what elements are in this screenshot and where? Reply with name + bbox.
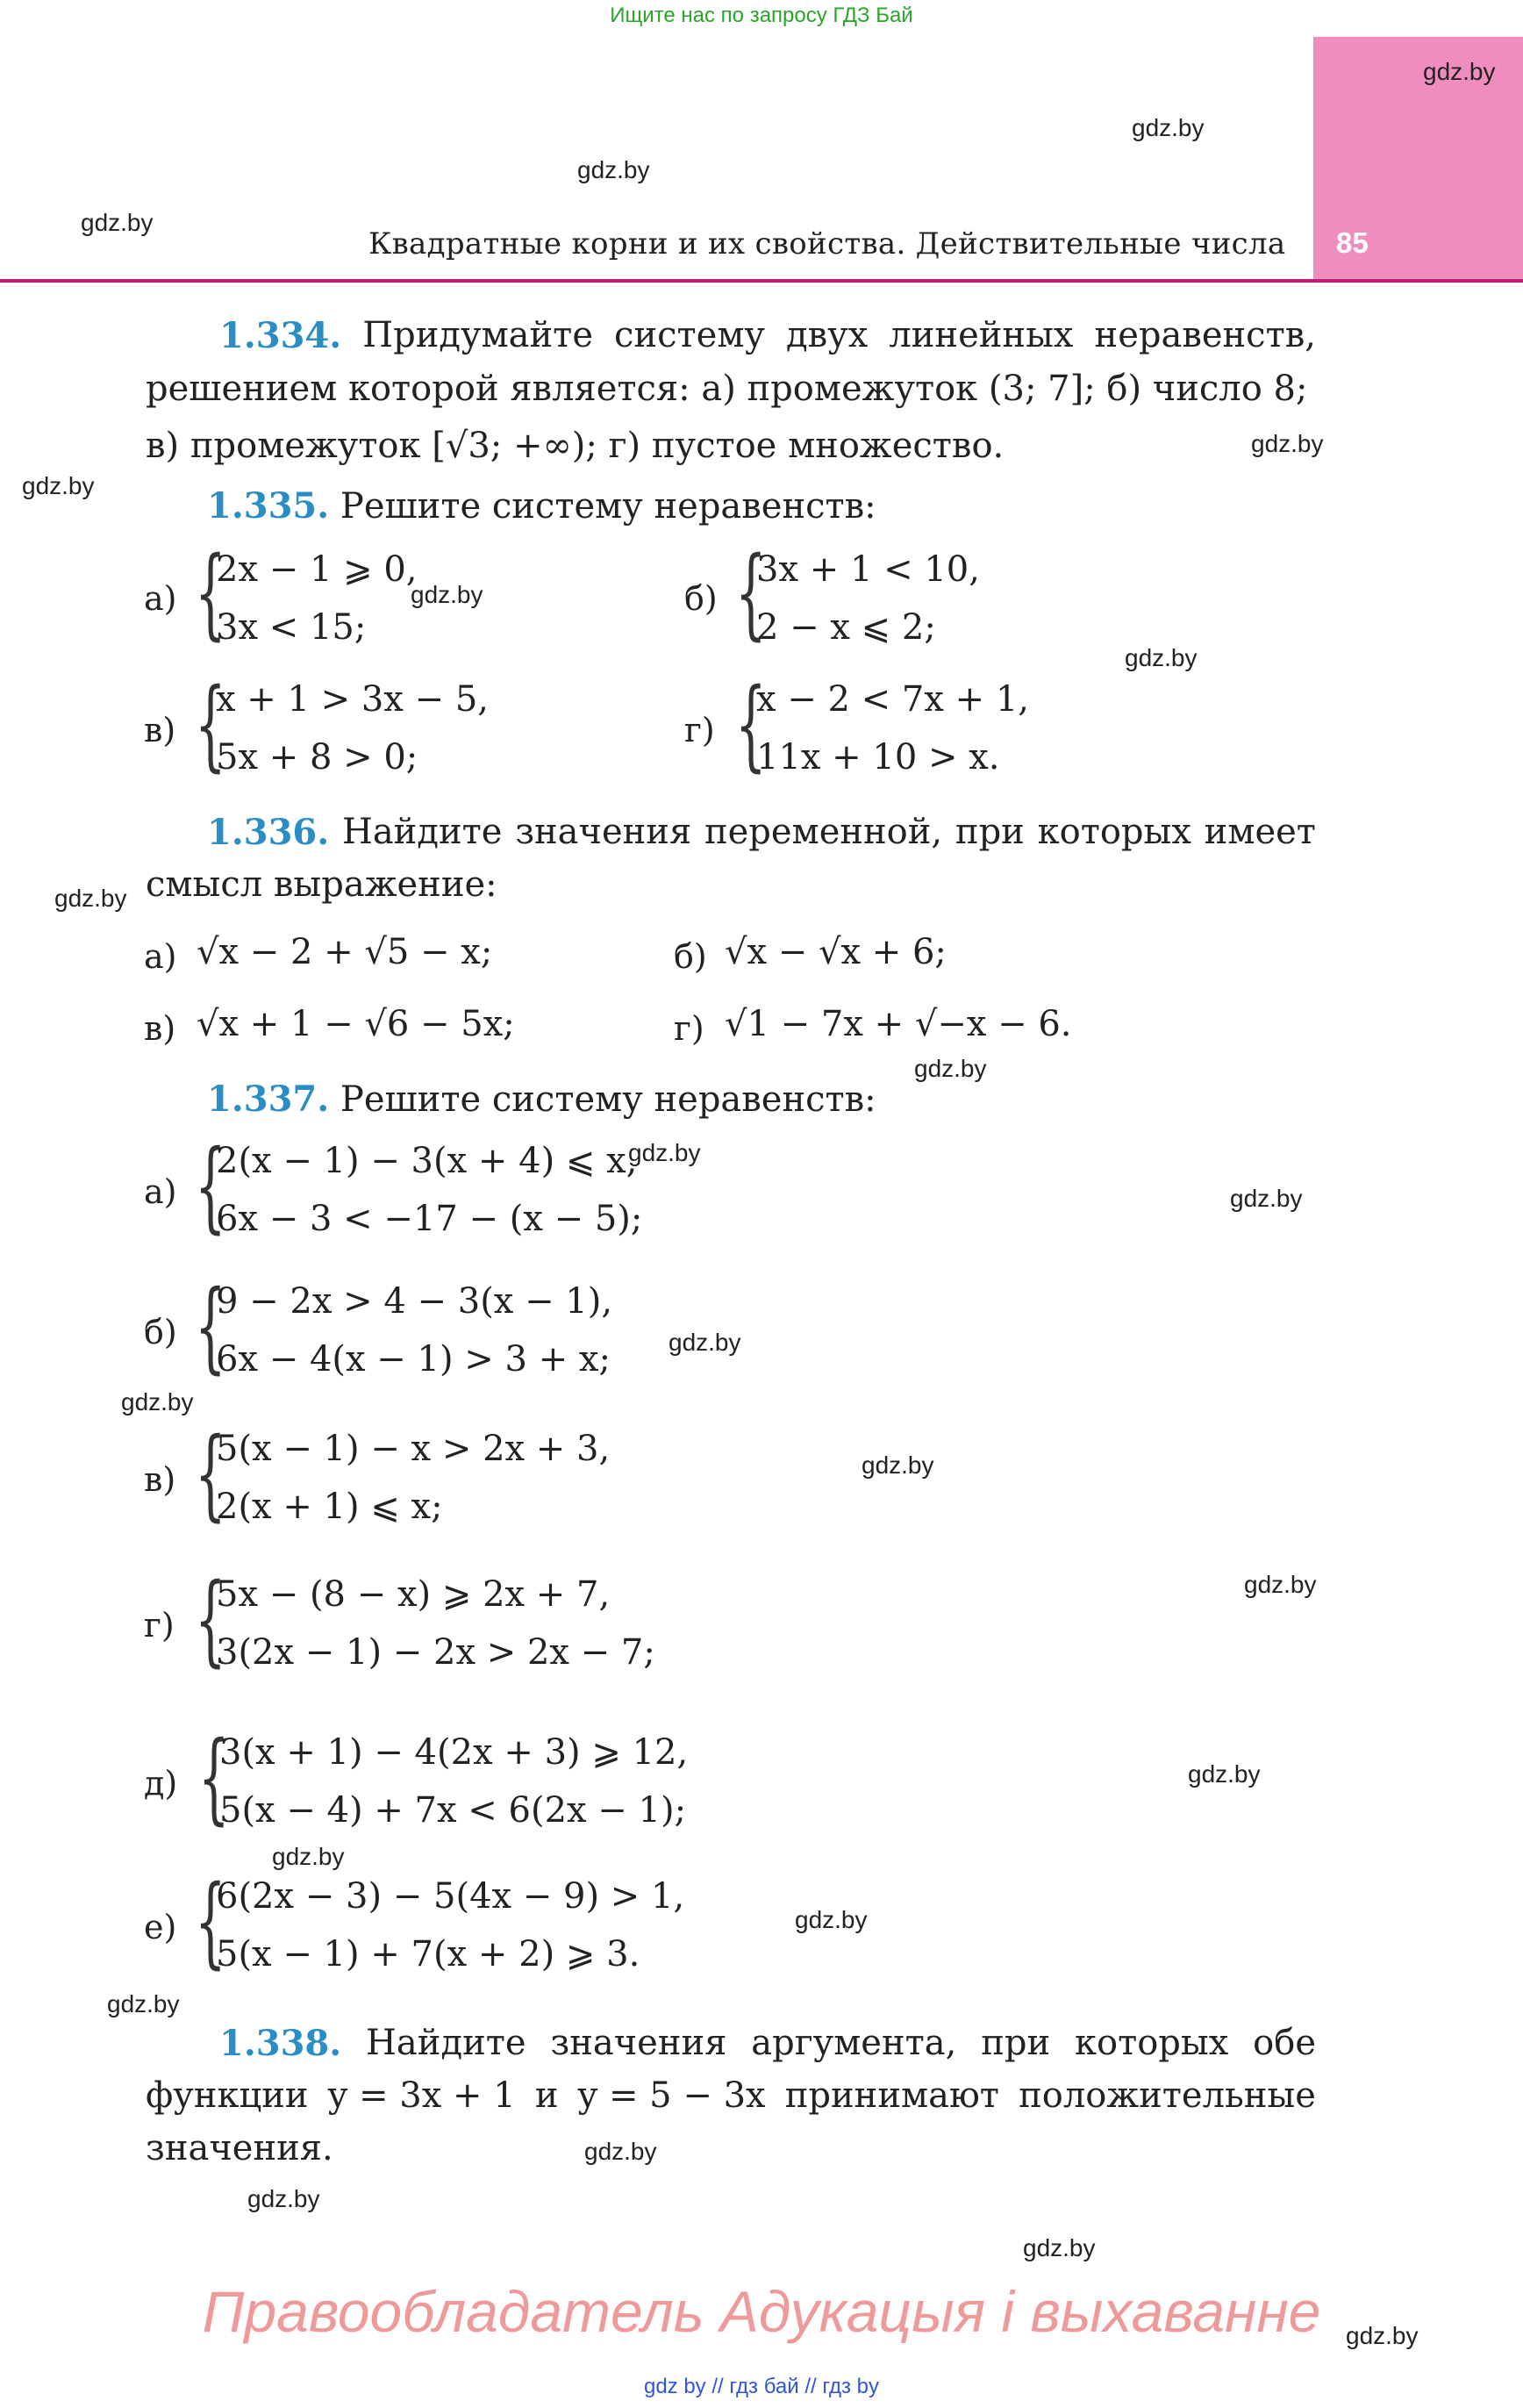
system-line: 2(x − 1) − 3(x + 4) ⩽ x, — [216, 1141, 638, 1181]
watermark: gdz.by — [1251, 430, 1324, 457]
system-line: 3x + 1 < 10, — [756, 549, 980, 590]
problem-334-line-1 — [219, 309, 1316, 362]
watermark: gdz.by — [1244, 1571, 1317, 1598]
problem-335-heading — [207, 479, 876, 534]
system-line: 3(x + 1) − 4(2x + 3) ⩾ 12, — [219, 1732, 689, 1773]
system-line: 11x + 10 > x. — [756, 737, 1000, 778]
watermark: gdz.by — [1023, 2234, 1096, 2261]
word: систему — [614, 315, 765, 355]
watermark: gdz.by — [584, 2138, 657, 2165]
watermark: gdz.by — [1423, 58, 1496, 85]
item-label: д) — [144, 1764, 178, 1802]
system-line: 5(x − 4) + 7x < 6(2x − 1); — [219, 1790, 687, 1831]
word: положительные — [1019, 2075, 1316, 2116]
system-brace: { — [195, 1129, 226, 1243]
system-brace: { — [198, 1721, 230, 1835]
watermark: gdz.by — [411, 581, 483, 608]
item-label: е) — [144, 1908, 177, 1946]
watermark: gdz.by — [669, 1329, 741, 1356]
system-line: 5(x − 1) + 7(x + 2) ⩾ 3. — [216, 1934, 640, 1974]
item-label: г) — [684, 711, 715, 749]
watermark: gdz.by — [1188, 1760, 1261, 1788]
problem-title: Решите систему неравенств: — [340, 1079, 876, 1120]
radical-expression: √x + 1 − √6 − 5x; — [197, 1004, 515, 1044]
problem-338-line-2 — [146, 2069, 1316, 2123]
word: линейных — [889, 315, 1074, 355]
problem-number: 1.335. — [207, 485, 330, 527]
system-brace: { — [195, 1563, 226, 1677]
problem-337-heading — [207, 1072, 876, 1127]
word: принимают — [784, 2075, 999, 2116]
item-label: б) — [684, 579, 718, 618]
word: неравенств, — [1094, 315, 1316, 355]
word: при — [955, 812, 1025, 852]
problem-number: 1.334. — [219, 315, 342, 356]
system-line: 5x + 8 > 0; — [216, 737, 418, 778]
word: и — [534, 2075, 559, 2116]
formula: y = 3x + 1 — [327, 2075, 516, 2116]
item-label: в) — [144, 711, 176, 749]
problem-334-line-3: в) промежуток [√3; +∞); г) пустое множество. — [146, 426, 1005, 466]
watermark: gdz.by — [247, 2185, 320, 2212]
word: Найдите — [366, 2023, 526, 2063]
system-brace: { — [195, 668, 226, 782]
word: имеет — [1204, 812, 1316, 852]
system-line: x − 2 < 7x + 1, — [756, 679, 1030, 720]
word: переменной, — [704, 812, 943, 852]
system-line: 2 − x ⩽ 2; — [756, 607, 936, 648]
watermark: gdz.by — [54, 885, 127, 912]
watermark: gdz.by — [914, 1055, 987, 1082]
system-line: 5x − (8 − x) ⩾ 2x + 7, — [216, 1574, 611, 1615]
item-label: в) — [144, 1460, 176, 1499]
watermark: gdz.by — [272, 1843, 345, 1870]
watermark: gdz.by — [628, 1139, 701, 1166]
system-line: 6x − 3 < −17 − (x − 5); — [216, 1199, 643, 1239]
copyright-footer: Правообладатель Адукацыя і выхаванне — [202, 2279, 1321, 2344]
word: аргумента, — [751, 2023, 957, 2063]
word: при — [981, 2023, 1051, 2063]
word: значения — [515, 812, 692, 852]
problem-336-line-1 — [207, 806, 1316, 859]
problem-338-line-3: значения. — [146, 2128, 333, 2168]
word: функции — [146, 2075, 309, 2116]
system-line: 5(x − 1) − x > 2x + 3, — [216, 1429, 611, 1469]
item-label: г) — [674, 1009, 704, 1048]
watermark: gdz.by — [577, 156, 650, 183]
problem-number: 1.336. — [207, 812, 330, 853]
radical-expression: √1 − 7x + √−x − 6. — [725, 1004, 1072, 1044]
watermark: gdz.by — [1125, 644, 1198, 671]
formula: y = 5 − 3x — [577, 2075, 766, 2116]
word: Найдите — [341, 812, 503, 852]
item-label: в) — [144, 1009, 176, 1048]
system-brace: { — [735, 536, 767, 650]
bottom-links[interactable]: gdz by // гдз бай // гдз by — [643, 2375, 880, 2398]
page-number: 85 — [1336, 226, 1369, 259]
watermark: gdz.by — [22, 472, 95, 499]
item-label: а) — [144, 579, 177, 618]
word: двух — [786, 315, 869, 355]
word: значения — [550, 2023, 727, 2063]
watermark: gdz.by — [1230, 1185, 1303, 1212]
system-brace: { — [195, 1417, 226, 1531]
watermark: gdz.by — [862, 1451, 934, 1479]
system-brace: { — [195, 1865, 226, 1979]
header-rule — [0, 279, 1523, 283]
watermark: gdz.by — [81, 209, 154, 236]
system-brace: { — [195, 536, 226, 650]
problem-number: 1.337. — [207, 1079, 330, 1120]
system-line: 9 − 2x > 4 − 3(x − 1), — [216, 1281, 613, 1322]
word: которых — [1037, 812, 1191, 852]
system-line: 3x < 15; — [216, 607, 367, 648]
word: которых — [1075, 2023, 1229, 2063]
top-note: Ищите нас по запросу ГДЗ Бай — [610, 4, 913, 27]
system-line: 2(x + 1) ⩽ x; — [216, 1487, 443, 1527]
item-label: б) — [144, 1313, 177, 1351]
radical-expression: √x − 2 + √5 − x; — [197, 932, 493, 972]
system-line: x + 1 > 3x − 5, — [216, 679, 490, 720]
item-label: г) — [144, 1606, 175, 1645]
item-label: а) — [144, 1172, 177, 1211]
system-line: 6(2x − 3) − 5(4x − 9) > 1, — [216, 1876, 685, 1917]
system-line: 2x − 1 ⩾ 0, — [216, 549, 418, 590]
problem-number: 1.338. — [219, 2023, 342, 2064]
watermark: gdz.by — [107, 1990, 180, 2017]
problem-title: Решите систему неравенств: — [340, 486, 876, 527]
word: Придумайте — [362, 315, 593, 355]
system-brace: { — [735, 668, 767, 782]
problem-338-line-1 — [219, 2017, 1316, 2070]
watermark: gdz.by — [1346, 2322, 1419, 2349]
item-label: а) — [144, 937, 177, 976]
watermark: gdz.by — [1132, 114, 1205, 141]
running-header: Квадратные корни и их свойства. Действительные числа — [368, 226, 1286, 262]
item-label: б) — [674, 937, 707, 976]
problem-334-line-2: решением которой является: а) промежуток (3; 7]; б) число 8; — [146, 369, 1308, 409]
system-brace: { — [195, 1270, 226, 1384]
watermark: gdz.by — [795, 1906, 868, 1933]
watermark: gdz.by — [121, 1388, 194, 1415]
system-line: 6x − 4(x − 1) > 3 + x; — [216, 1339, 611, 1380]
problem-336-line-2: смысл выражение: — [146, 864, 497, 905]
radical-expression: √x − √x + 6; — [725, 932, 947, 972]
word: обе — [1253, 2023, 1316, 2063]
system-line: 3(2x − 1) − 2x > 2x − 7; — [216, 1632, 655, 1673]
